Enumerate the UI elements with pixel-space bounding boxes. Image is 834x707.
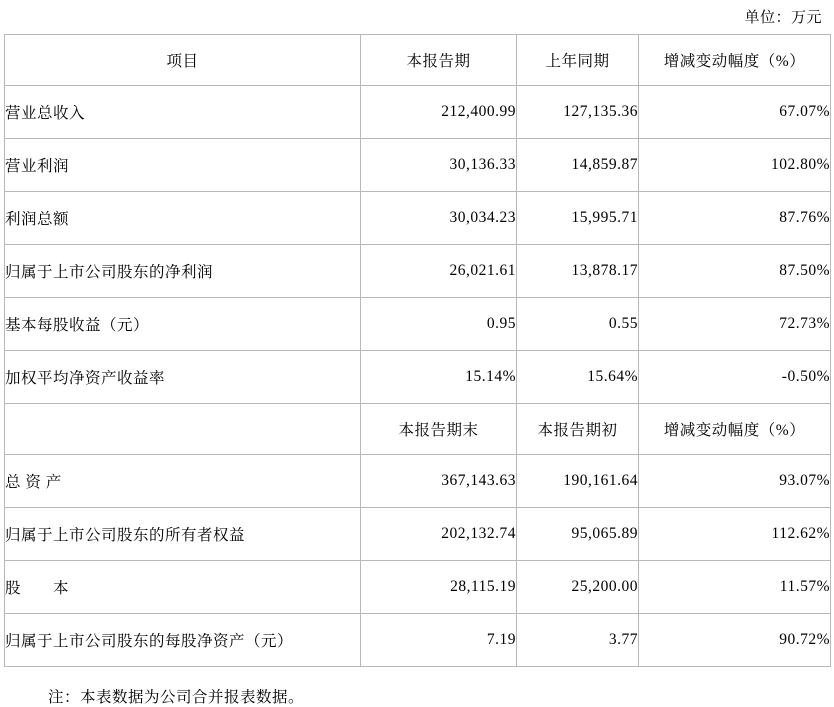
table-header-row-balance bbox=[5, 404, 831, 455]
row-label: 加权平均净资产收益率 bbox=[5, 351, 361, 404]
row-value-change: 112.62% bbox=[639, 508, 831, 561]
table-row bbox=[5, 508, 831, 561]
row-value-prior: 127,135.36 bbox=[517, 86, 639, 139]
header-cell-prior-period: 上年同期 bbox=[517, 35, 639, 86]
row-value-change: 90.72% bbox=[639, 614, 831, 667]
table-row bbox=[5, 351, 831, 404]
row-value-prior: 14,859.87 bbox=[517, 139, 639, 192]
row-value-end: 367,143.63 bbox=[361, 455, 517, 508]
header-cell-item: 项目 bbox=[5, 35, 361, 86]
row-value-change: 72.73% bbox=[639, 298, 831, 351]
row-label: 归属于上市公司股东的净利润 bbox=[5, 245, 361, 298]
row-value-current: 30,136.33 bbox=[361, 139, 517, 192]
row-value-change: 87.50% bbox=[639, 245, 831, 298]
header-cell-change-rate: 增减变动幅度（%） bbox=[639, 404, 831, 455]
row-value-begin: 3.77 bbox=[517, 614, 639, 667]
header-cell-period-begin: 本报告期初 bbox=[517, 404, 639, 455]
row-value-current: 26,021.61 bbox=[361, 245, 517, 298]
table-row bbox=[5, 298, 831, 351]
row-value-current: 15.14% bbox=[361, 351, 517, 404]
row-label: 基本每股收益（元） bbox=[5, 298, 361, 351]
row-value-begin: 190,161.64 bbox=[517, 455, 639, 508]
row-value-change: 102.80% bbox=[639, 139, 831, 192]
table-row bbox=[5, 139, 831, 192]
header-cell-period-end: 本报告期末 bbox=[361, 404, 517, 455]
row-label: 股 本 bbox=[5, 561, 361, 614]
row-value-current: 0.95 bbox=[361, 298, 517, 351]
row-value-end: 202,132.74 bbox=[361, 508, 517, 561]
row-value-change: 93.07% bbox=[639, 455, 831, 508]
header-cell-item-blank bbox=[5, 404, 361, 455]
row-value-begin: 95,065.89 bbox=[517, 508, 639, 561]
table-row bbox=[5, 561, 831, 614]
table-row bbox=[5, 86, 831, 139]
row-value-prior: 15.64% bbox=[517, 351, 639, 404]
row-label: 利润总额 bbox=[5, 192, 361, 245]
row-label: 营业利润 bbox=[5, 139, 361, 192]
row-value-prior: 0.55 bbox=[517, 298, 639, 351]
row-label: 归属于上市公司股东的每股净资产（元） bbox=[5, 614, 361, 667]
row-label: 营业总收入 bbox=[5, 86, 361, 139]
row-value-change: 11.57% bbox=[639, 561, 831, 614]
financial-summary-table bbox=[4, 34, 831, 667]
row-value-change: 67.07% bbox=[639, 86, 831, 139]
unit-note: 单位：万元 bbox=[744, 10, 822, 26]
row-value-prior: 13,878.17 bbox=[517, 245, 639, 298]
row-value-end: 7.19 bbox=[361, 614, 517, 667]
table-row bbox=[5, 192, 831, 245]
header-cell-change-rate: 增减变动幅度（%） bbox=[639, 35, 831, 86]
row-label: 归属于上市公司股东的所有者权益 bbox=[5, 508, 361, 561]
row-value-change: 87.76% bbox=[639, 192, 831, 245]
row-value-prior: 15,995.71 bbox=[517, 192, 639, 245]
table-header-row-period bbox=[5, 35, 831, 86]
header-cell-current-period: 本报告期 bbox=[361, 35, 517, 86]
row-value-begin: 25,200.00 bbox=[517, 561, 639, 614]
row-value-end: 28,115.19 bbox=[361, 561, 517, 614]
table-row bbox=[5, 455, 831, 508]
row-label: 总 资 产 bbox=[5, 455, 361, 508]
table-row bbox=[5, 614, 831, 667]
row-value-change: -0.50% bbox=[639, 351, 831, 404]
row-value-current: 30,034.23 bbox=[361, 192, 517, 245]
table-footnote: 注：本表数据为公司合并报表数据。 bbox=[48, 689, 305, 706]
table-row bbox=[5, 245, 831, 298]
row-value-current: 212,400.99 bbox=[361, 86, 517, 139]
